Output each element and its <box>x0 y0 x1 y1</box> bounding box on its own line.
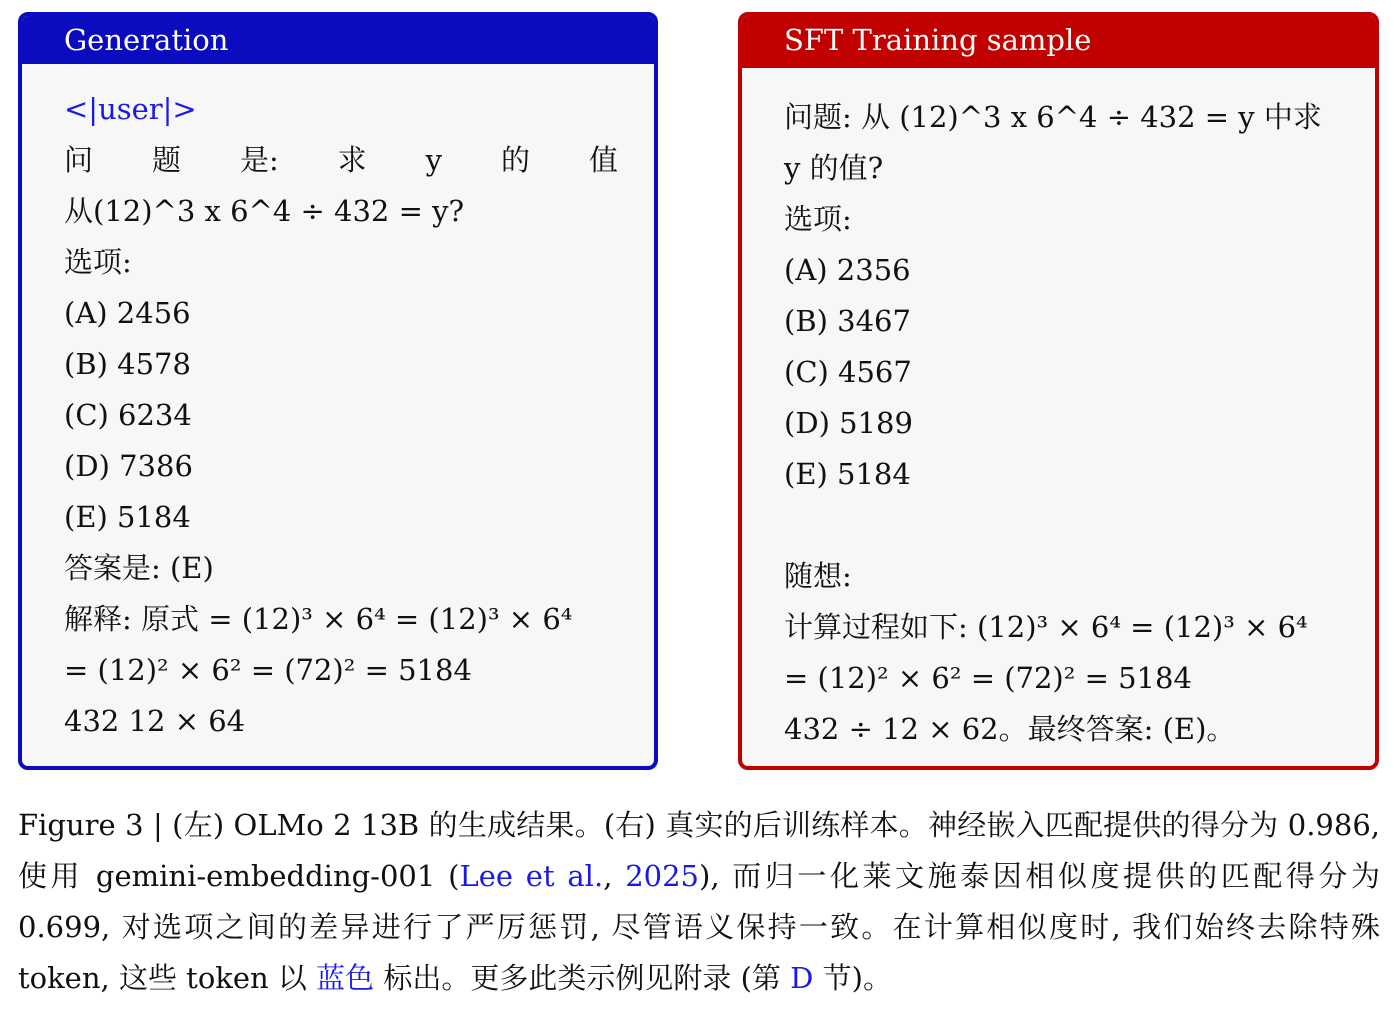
caption-text-4: 节)。 <box>813 961 892 995</box>
question-line-1: 问题: 从 (12)^3 x 6^4 ÷ 432 = y 中求 <box>784 100 1322 134</box>
question-word: 求 <box>337 143 367 177</box>
question-line-2: y 的值? <box>784 151 884 185</box>
caption-text-3: 标出。更多此类示例见附录 (第 <box>374 961 791 995</box>
question-word: 问 <box>64 143 94 177</box>
option-b: (B) 4578 <box>64 347 191 381</box>
caption-text-1: Figure 3 | (左) OLMo 2 13B 的生成结果。(右) 真实的后训练样本。神经嵌入匹配提供的得分为 0.986, 使用 gemini-embedding-001 ( <box>18 808 1380 893</box>
option-e: (E) 5184 <box>784 457 911 491</box>
explanation-line-3: 432 12 × 64 <box>64 704 246 738</box>
option-a: (A) 2356 <box>784 253 911 287</box>
options-label: 选项: <box>64 245 132 279</box>
blue-word-highlight: 蓝色 <box>316 961 375 995</box>
option-c: (C) 4567 <box>784 355 912 389</box>
appendix-reference-link[interactable]: D <box>790 961 814 995</box>
explanation-line-1: 解释: 原式 = (12)³ × 6⁴ = (12)³ × 6⁴ <box>64 602 573 636</box>
citation-year-link[interactable]: 2025 <box>625 859 699 893</box>
option-e: (E) 5184 <box>64 500 191 534</box>
sft-training-sample-panel <box>738 12 1379 770</box>
generation-panel <box>18 12 658 770</box>
question-word: 题 <box>151 143 181 177</box>
calculation-line-1: 计算过程如下: (12)³ × 6⁴ = (12)³ × 6⁴ <box>784 610 1308 644</box>
thoughts-label: 随想: <box>784 559 852 593</box>
question-word: 值 <box>588 143 618 177</box>
question-word: 是: <box>239 143 279 177</box>
option-d: (D) 5189 <box>784 406 913 440</box>
generation-panel-body <box>64 84 618 747</box>
explanation-line-2: = (12)² × 6² = (72)² = 5184 <box>64 653 472 687</box>
calculation-line-3: 432 ÷ 12 × 62。最终答案: (E)。 <box>784 712 1236 746</box>
option-b: (B) 3467 <box>784 304 911 338</box>
figure-caption <box>18 800 1380 1004</box>
question-line-spread <box>64 135 618 186</box>
answer-line: 答案是: (E) <box>64 551 214 585</box>
calculation-line-2: = (12)² × 6² = (72)² = 5184 <box>784 661 1192 695</box>
user-special-token: <|user|> <box>64 92 197 126</box>
option-a: (A) 2456 <box>64 296 191 330</box>
sft-panel-body <box>784 92 1339 755</box>
question-equation: 从(12)^3 x 6^4 ÷ 432 = y? <box>64 194 465 228</box>
question-word: 的 <box>500 143 530 177</box>
generation-panel-title: Generation <box>22 16 654 64</box>
blank-line <box>784 500 1339 551</box>
citation-separator: , <box>603 859 626 893</box>
question-word: y <box>425 143 443 177</box>
caption-text-2: ), 而归一化莱文施泰因相似度提供的匹配得分为 0.699, 对选项之间的差异进行了严厉惩罚, 尽管语义保持一致。在计算相似度时, 我们始终去除特殊 token, 这些 token 以 <box>18 859 1380 995</box>
options-label: 选项: <box>784 202 852 236</box>
sft-panel-title: SFT Training sample <box>742 16 1375 68</box>
citation-author-link[interactable]: Lee et al. <box>459 859 604 893</box>
option-d: (D) 7386 <box>64 449 193 483</box>
option-c: (C) 6234 <box>64 398 192 432</box>
